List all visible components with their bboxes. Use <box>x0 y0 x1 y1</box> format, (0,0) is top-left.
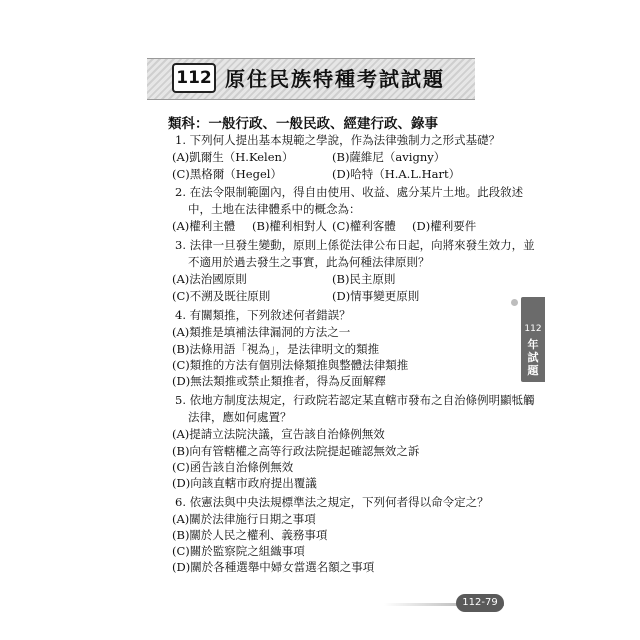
question-3-stem: 3. 法律一旦發生變動，原則上係從法律公布日起，向將來發生效力，並 <box>175 238 535 252</box>
question-6-option-a: (A)關於法律施行日期之事項 <box>172 512 316 526</box>
question-1-option-a: (A)凱爾生（H.Kelen） <box>172 150 294 164</box>
question-5-option-b: (B)向有管轄權之高等行政法院提起確認無效之訴 <box>172 444 420 458</box>
side-tab-label <box>521 338 545 377</box>
question-5-option-c: (C)函告該自治條例無效 <box>172 460 294 474</box>
question-1-option-d: (D)哈特（H.A.L.Hart） <box>332 167 461 181</box>
question-2-option-b: (B)權利相對人 <box>252 219 327 233</box>
exam-title: 原住民族特種考試試題 <box>225 67 445 91</box>
question-1-option-b: (B)薩維尼（avigny） <box>332 150 446 164</box>
question-2-option-d: (D)權利要件 <box>412 219 477 233</box>
question-5-option-a: (A)提請立法院決議，宣告該自治條例無效 <box>172 427 385 441</box>
exam-year-badge: 112 <box>172 63 216 93</box>
question-4-option-b: (B)法條用語「視為」，是法律明文的類推 <box>172 342 380 356</box>
question-5-option-d: (D)向該直轄市政府提出覆議 <box>172 476 317 490</box>
question-6-option-b: (B)關於人民之權利、義務事項 <box>172 528 328 542</box>
question-5-stem: 5. 依地方制度法規定，行政院若認定某直轄市發布之自治條例明顯牴觸 <box>175 393 535 407</box>
question-4-option-a: (A)類推是填補法律漏洞的方法之一 <box>172 325 351 339</box>
question-1-stem: 1. 下列何人提出基本規範之學說，作為法律強制力之形式基礎？ <box>175 133 501 147</box>
question-2-option-c: (C)權利客體 <box>332 219 396 233</box>
page-number: 112-79 <box>456 594 504 612</box>
question-6-stem: 6. 依憲法與中央法規標準法之規定，下列何者得以命令定之？ <box>175 495 489 509</box>
question-3-option-c: (C)不溯及既往原則 <box>172 289 271 303</box>
question-2-option-a: (A)權利主體 <box>172 219 236 233</box>
question-1-option-c: (C)黑格爾（Hegel） <box>172 167 282 181</box>
question-3-option-d: (D)情事變更原則 <box>332 289 420 303</box>
side-tab-dot <box>511 299 518 306</box>
question-4-option-c: (C)類推的方法有個別法條類推與整體法律類推 <box>172 358 409 372</box>
question-5-stem-cont: 法律，應如何處置？ <box>188 410 292 424</box>
question-6-option-c: (C)關於監察院之組織事項 <box>172 544 305 558</box>
question-3-stem-cont: 不適用於過去發生之事實，此為何種法律原則？ <box>188 255 430 269</box>
category-line: 類科：一般行政、一般民政、經建行政、錄事 <box>168 116 438 132</box>
side-tab-label-text: 年試題 <box>527 338 539 377</box>
side-tab-year: 112 <box>524 324 542 334</box>
question-4-stem: 4. 有關類推，下列敘述何者錯誤？ <box>175 308 351 322</box>
question-2-stem: 2. 在法令限制範圍內，得自由使用、收益、處分某片土地。此段敘述 <box>175 185 524 199</box>
question-4-option-d: (D)無法類推或禁止類推者，得為反面解釋 <box>172 374 386 388</box>
question-3-option-a: (A)法治國原則 <box>172 272 247 286</box>
question-2-stem-cont: 中，土地在法律體系中的概念為： <box>188 202 361 216</box>
question-6-option-d: (D)關於各種選舉中婦女當選名額之事項 <box>172 560 375 574</box>
question-3-option-b: (B)民主原則 <box>332 272 396 286</box>
